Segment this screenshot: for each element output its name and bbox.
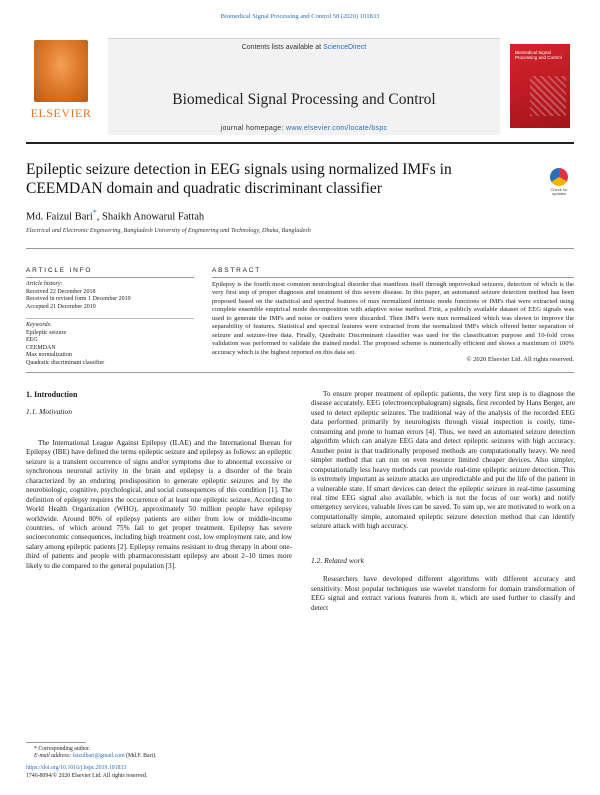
keywords-divider <box>26 318 194 319</box>
article-info-divider <box>26 277 194 278</box>
journal-homepage-link[interactable]: www.elsevier.com/locate/bspc <box>285 125 388 132</box>
running-head[interactable]: Biomedical Signal Processing and Control 58 (2020) 101833 <box>220 13 380 20</box>
keywords-label: Keywords: <box>26 322 52 328</box>
journal-masthead <box>26 38 576 138</box>
article-title: Epileptic seizure detection in EEG signals using normalized IMFs in CEEMDAN domain and quadratic discriminant classifier <box>26 161 452 197</box>
abstract-divider <box>212 277 574 278</box>
keyword: CEEMDAN <box>26 344 56 351</box>
issn-line: 1746-8094/© 2020 Elsevier Ltd. All rights reserved. <box>26 772 148 779</box>
body-paragraph: Researchers have developed different algorithms with different accuracy and sensitivity. Most popular techniques use wavelet transform for domain transformation of EEG signal and extract various features from it, which are used further to classify and detect <box>311 575 575 612</box>
abstract-text: Epilepsy is the fourth most common neurological disorder that manifests itself through unprovoked seizures, detection of which is the very first step of proper diagnosis and treatment of this severe disease. In this paper, an automated seizure detection method has been proposed based on the statistical and spectral features of max normalized intrinsic mode functions or IMFs that were extracted using complete ensemble empirical mode decomposition with adaptive noise method. First, a publicly available dataset of EEG signals was used to generate the IMFs and noise or outliers were discarded. Then IMFs were max normalized which was shown to improve the separability of features. Statistical and spectral features were extracted from the normalized IMFs which offered better separation of seizure and seizure-free data. Finally, Quadratic Discriminant classifier was used for the classification purpose and 10-fold cross validation was performed to validate the trained model. The proposed scheme is numerically efficient and shows a maximum of 100% accuracy which is the highest reported on this data set. <box>212 281 574 356</box>
contents-line: Contents lists available at ScienceDirect <box>241 44 367 51</box>
masthead-box <box>108 38 500 135</box>
elsevier-wordmark: ELSEVIER <box>30 106 92 120</box>
check-updates-icon <box>550 168 568 186</box>
keyword: Max normalization <box>26 352 72 358</box>
keywords-list <box>26 322 104 367</box>
body-column-left <box>26 390 292 571</box>
history-label: Article history: <box>26 281 63 287</box>
abstract-heading: ABSTRACT <box>212 267 262 274</box>
journal-cover-thumbnail[interactable] <box>510 44 570 128</box>
masthead-divider <box>26 142 574 144</box>
journal-title: Biomedical Signal Processing and Control <box>172 91 436 108</box>
body-paragraph: To ensure proper treatment of epileptic patients, the very first step is to diagnose the disease accurately. EEG (electroencephalogram) signals, first recorded by Hans Berger, are used to detect epileptic seizures. The traditional way of the analysis of the recorded EEG data performed primarily by neurologists through visual inspection is costly, time-consuming and prone to human errors [4]. Thus, we need an automated seizure detection algorithm which can analyze EEG data and detect epileptic seizures with high accuracy. Another point is that traditionally proposed methods are computationally heavy. We need simpler method that can run on even resource limited cheaper devices. Also simpler, computationally less heavy methods can provide real-time epileptic seizure detection. This is extremely important as seizure attacks are unpredictable and put the life of the patient in a vulnerable state. If smart devices can detect the epileptic seizure in real-time (assuming real time EEG signal also available, which is not the focus of our work) and notify emergency services, valuable lives can be saved. To sum up, we are motivated to work on a computationally simple, automated epileptic seizure detection method that can identify seizure attack with high accuracy. <box>311 390 575 531</box>
homepage-line: journal homepage: www.elsevier.com/locate/bspc <box>220 125 388 132</box>
affiliation: Electrical and Electronic Engineering, Bangladesh University of Engineering and Technology, Dhaka, Bangladesh <box>26 227 311 234</box>
cover-title: Biomedical Signal Processing and Control <box>515 50 562 61</box>
history-item: Received in revised form 1 December 2019 <box>26 296 131 302</box>
body-paragraph: The International League Against Epilepsy (ILAE) and the International Bureau for Epilepsy (IBE) have defined the terms epileptic seizure and epilepsy as follows: an epileptic seizure is a transient occurrence of signs and/or symptoms due to abnormal excessive or synchronous neuronal activity in the brain and epilepsy is a disorder of the brain characterized by an enduring predisposition to generate epileptic seizures and by the neurobiologic, cognitive, psychological, and social consequences of this condition [1]. The definition of epilepsy requires the occurrence of at least one epileptic seizure. According to World Health Organization (WHO), approximately 50 million people have epilepsy worldwide. Around 80% of epilepsy patients are either from low or middle-income countries, of which around 75% fail to get proper treatment. Epilepsy has severe socioeconomic consequences, including high treatment cost, low employment rate, and low salary among epileptic patients [2]. Epilepsy remains resistant to drug therapy in about one-third of patients and people with pharmacoresistant epilepsy are about 2–10 times more likely to die compared to the general population [3]. <box>26 438 292 570</box>
email-note: E-mail address: faizulbari@gmail.com (Md.F. Bari). <box>34 753 157 760</box>
doi-link[interactable]: https://doi.org/10.1016/j.bspc.2019.101833 <box>26 765 127 772</box>
subsection-heading-related-work: 1.2. Related work <box>311 555 364 565</box>
elsevier-tree-icon <box>34 40 88 102</box>
section-heading-introduction: 1. Introduction <box>26 390 78 399</box>
footnotes <box>26 746 292 780</box>
author-list: Md. Faizul Bari*, Shaikh Anowarul Fattah <box>26 208 205 223</box>
author-name[interactable]: Md. Faizul Bari <box>26 211 93 223</box>
elsevier-logo[interactable] <box>26 40 96 128</box>
sciencedirect-link[interactable]: ScienceDirect <box>323 44 367 51</box>
email-link[interactable]: faizulbari@gmail.com <box>72 753 125 760</box>
cover-pattern <box>530 76 566 116</box>
history-item: Received 22 December 2018 <box>26 288 96 295</box>
article-info-heading: ARTICLE INFO <box>26 267 93 274</box>
check-updates-label: Check for updates <box>550 187 568 197</box>
keyword: EEG <box>26 337 38 343</box>
keyword: Epileptic seizure <box>26 329 67 336</box>
subsection-heading-motivation: 1.1. Motivation <box>26 407 73 417</box>
header-divider <box>26 248 574 249</box>
footnote-divider <box>26 742 86 743</box>
body-column-right <box>311 390 575 613</box>
author-name[interactable]: Shaikh Anowarul Fattah <box>102 211 205 223</box>
article-history <box>26 281 131 311</box>
history-item: Accepted 21 December 2019 <box>26 303 96 310</box>
corresponding-author-mark[interactable]: * <box>92 208 97 217</box>
abstract-copyright: © 2020 Elsevier Ltd. All rights reserved. <box>466 356 574 363</box>
check-for-updates-button[interactable] <box>544 168 574 202</box>
keyword: Quadratic discriminant classifier <box>26 359 105 366</box>
front-matter-divider <box>26 372 574 373</box>
corresponding-author-note: * Corresponding author. <box>34 746 91 752</box>
